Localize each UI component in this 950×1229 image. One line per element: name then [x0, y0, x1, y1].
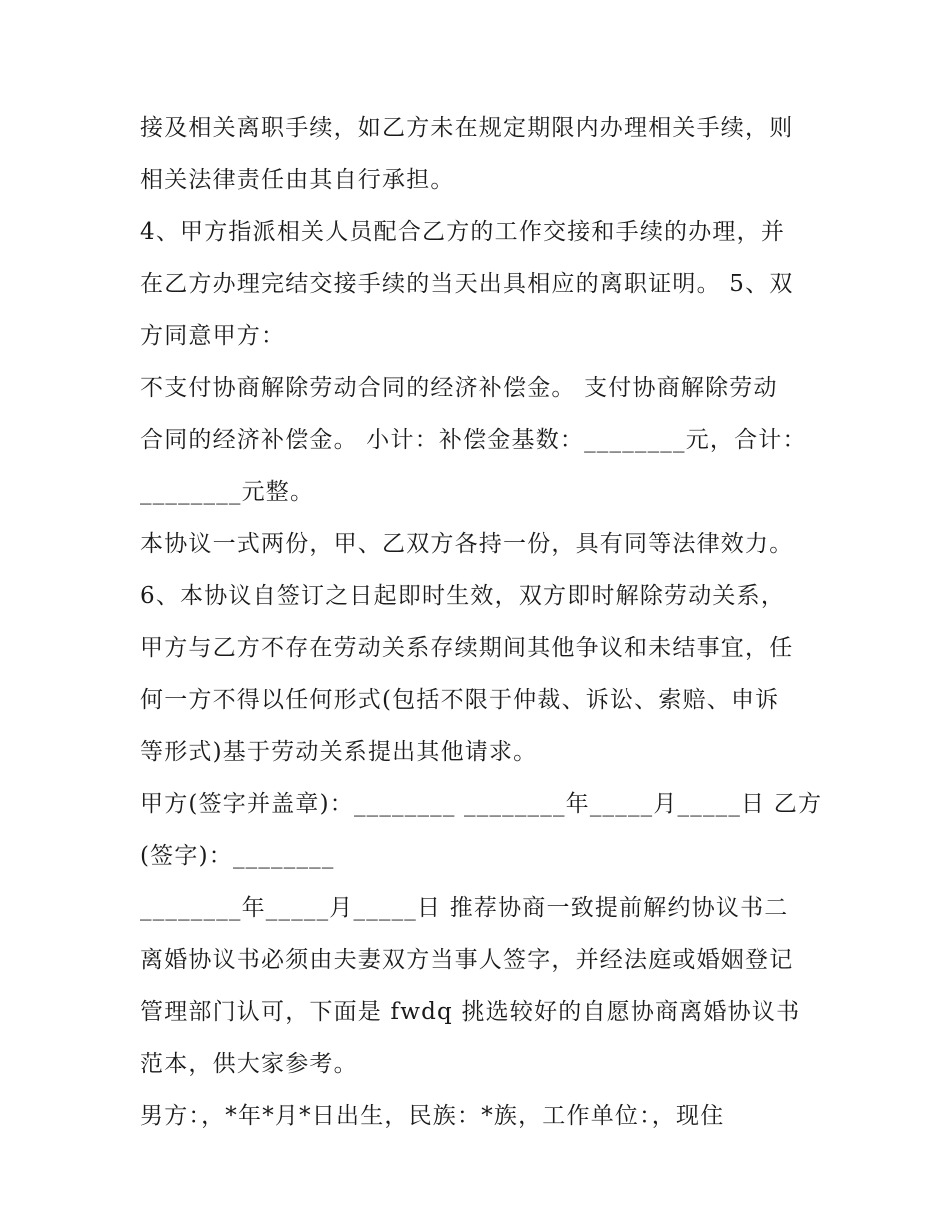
- text-line: 何一方不得以任何形式(包括不限于仲裁、诉讼、索赔、申诉: [140, 687, 780, 713]
- text-line: 接及相关离职手续，如乙方未在规定期限内办理相关手续，则: [140, 115, 794, 141]
- text-line: ________元整。: [140, 479, 315, 505]
- text-line: 在乙方办理完结交接手续的当天出具相应的离职证明。 5、双: [140, 271, 794, 297]
- text-line: 离婚协议书必须由夫妻双方当事人签字，并经法庭或婚姻登记: [140, 947, 794, 973]
- text-line: 相关法律责任由其自行承担。: [140, 167, 455, 193]
- text-line: 甲方(签字并盖章)：________ ________年_____月_____日 乙方: [140, 791, 823, 817]
- text-line: (签字)：________: [140, 843, 335, 869]
- text-line: 本协议一式两份，甲、乙双方各持一份，具有同等法律效力。: [140, 531, 794, 557]
- text-line: 甲方与乙方不存在劳动关系存续期间其他争议和未结事宜，任: [140, 635, 794, 661]
- text-line: ________年_____月_____日 推荐协商一致提前解约协议书二: [140, 895, 789, 921]
- text-line: 不支付协商解除劳动合同的经济补偿金。 支付协商解除劳动: [140, 375, 778, 401]
- text-line: 男方：，*年*月*日出生，民族：*族，工作单位：，现住: [140, 1103, 725, 1129]
- text-line: 合同的经济补偿金。 小计：补偿金基数：________元，合计：: [140, 427, 807, 453]
- text-line: 6、本协议自签订之日起即时生效，双方即时解除劳动关系，: [140, 583, 786, 609]
- text-line: 等形式)基于劳动关系提出其他请求。: [140, 739, 538, 765]
- document-body: [140, 102, 823, 1142]
- text-line: 范本，供大家参考。: [140, 1051, 358, 1077]
- text-line: 4、甲方指派相关人员配合乙方的工作交接和手续的办理，并: [140, 219, 786, 245]
- text-line: 方同意甲方：: [140, 323, 286, 349]
- text-line: 管理部门认可，下面是 fwdq 挑选较好的自愿协商离婚协议书: [140, 999, 801, 1025]
